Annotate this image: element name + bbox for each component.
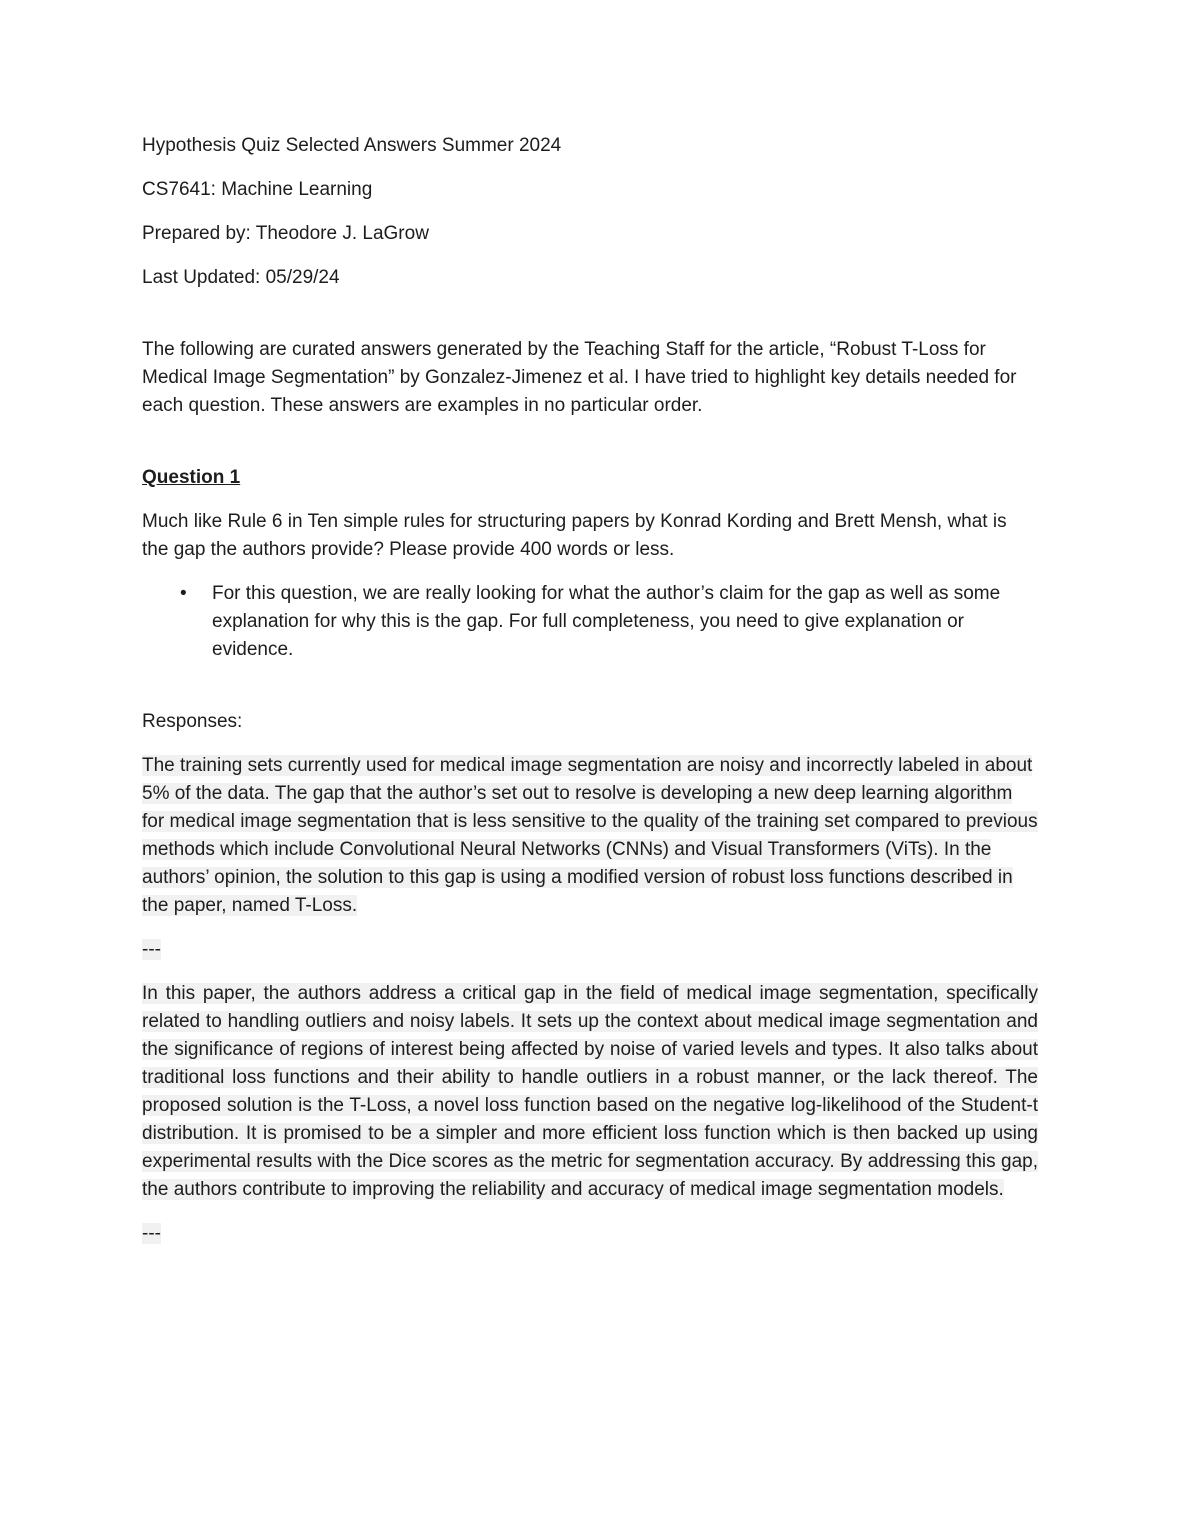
separator-dashes-2 (142, 1220, 1038, 1248)
response-paragraph-1 (142, 752, 1038, 920)
response-1-text: The training sets currently used for medical image segmentation are noisy and incorrectly labeled in about 5% of the data. The gap that the author’s set out to resolve is developing a new deep learning algorithm for medical image segmentation that is less sensitive to the quality of the training set compared to previous methods which include Convolutional Neural Networks (CNNs) and Visual Transformers (ViTs). In the authors’ opinion, the solution to this gap is using a modified version of robust loss functions described in the paper, named T-Loss. (142, 755, 1038, 916)
question-1-heading: Question 1 (142, 467, 241, 488)
separator-dashes-1 (142, 936, 1038, 964)
separator-2-text: --- (142, 1223, 161, 1244)
course-line: CS7641: Machine Learning (142, 179, 373, 200)
intro-paragraph: The following are curated answers generated by the Teaching Staff for the article, “Robust T-Loss for Medical Image Segmentation” by Gonzalez-Jimenez et al. I have tried to highlight key details needed for each question. These answers are examples in no particular order. (142, 339, 1017, 416)
doc-title-line: Hypothesis Quiz Selected Answers Summer 2024 (142, 135, 562, 156)
prepared-by-line: Prepared by: Theodore J. LaGrow (142, 223, 429, 244)
last-updated-line: Last Updated: 05/29/24 (142, 267, 340, 288)
bullet-icon: • (180, 583, 187, 604)
bullet-item (142, 580, 1038, 664)
question-1-prompt: Much like Rule 6 in Ten simple rules for structuring papers by Konrad Kording and Brett Mensh, what is the gap the authors provide? Please provide 400 words or less. (142, 511, 1007, 560)
separator-1-text: --- (142, 939, 161, 960)
response-2-text: In this paper, the authors address a critical gap in the field of medical image segmentation, specifically related to handling outliers and noisy labels. It sets up the context about medical image segmentation and the significance of regions of interest being affected by noise of varied levels and types. It also talks about traditional loss functions and their ability to handle outliers in a robust manner, or the lack thereof. The proposed solution is the T-Loss, a novel loss function based on the negative log-likelihood of the Student-t distribution. It is promised to be a simpler and more efficient loss function which is then backed up using experimental results with the Dice scores as the metric for segmentation accuracy. By addressing this gap, the authors contribute to improving the reliability and accuracy of medical image segmentation models. (142, 983, 1038, 1200)
responses-label: Responses: (142, 711, 243, 732)
bullet-text: For this question, we are really looking for what the author’s claim for the gap as well as some explanation for why this is the gap. For full completeness, you need to give explanation or evidence. (212, 583, 1001, 660)
response-paragraph-2 (142, 980, 1038, 1204)
